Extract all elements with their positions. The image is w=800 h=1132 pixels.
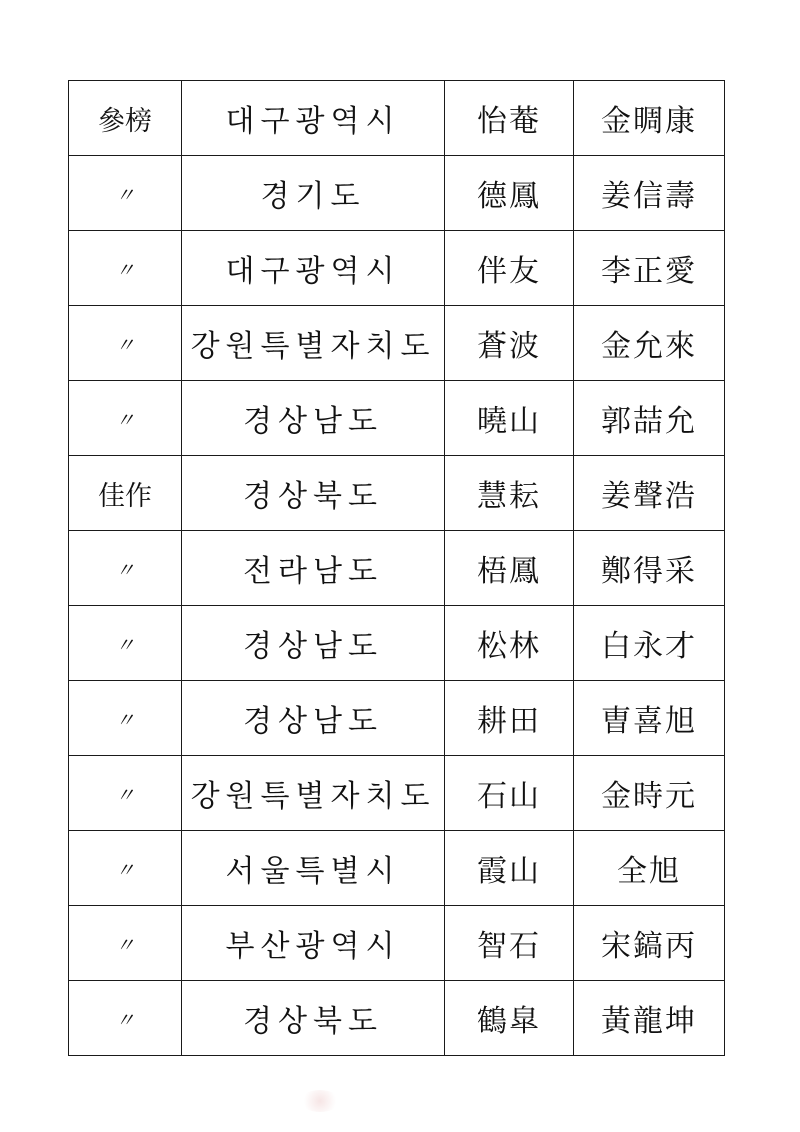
name-cell: 鄭得采 (574, 531, 725, 606)
name-cell: 曺喜旭 (574, 681, 725, 756)
name-cell: 全旭 (574, 831, 725, 906)
table-row (69, 906, 725, 981)
name-cell: 姜信壽 (574, 156, 725, 231)
table-row (69, 456, 725, 531)
pen-name-cell: 梧鳳 (445, 531, 574, 606)
table-row (69, 381, 725, 456)
pen-name-cell: 怡菴 (445, 81, 574, 156)
table-row (69, 306, 725, 381)
name-cell: 金晭康 (574, 81, 725, 156)
region-cell: 경상남도 (182, 681, 445, 756)
award-list-body (69, 81, 725, 1056)
award-cell: 〃 (69, 831, 182, 906)
region-cell: 경상남도 (182, 381, 445, 456)
region-cell: 대구광역시 (182, 231, 445, 306)
name-cell: 宋鎬丙 (574, 906, 725, 981)
award-cell: 參榜 (69, 81, 182, 156)
name-cell: 郭喆允 (574, 381, 725, 456)
table-row (69, 156, 725, 231)
award-cell: 〃 (69, 906, 182, 981)
name-cell: 黃龍坤 (574, 981, 725, 1056)
award-cell: 〃 (69, 606, 182, 681)
region-cell: 강원특별자치도 (182, 306, 445, 381)
award-cell: 〃 (69, 531, 182, 606)
region-cell: 전라남도 (182, 531, 445, 606)
pen-name-cell: 鶴皐 (445, 981, 574, 1056)
region-cell: 경상북도 (182, 981, 445, 1056)
pen-name-cell: 石山 (445, 756, 574, 831)
award-cell: 佳作 (69, 456, 182, 531)
award-cell: 〃 (69, 231, 182, 306)
award-cell: 〃 (69, 306, 182, 381)
paper-stain (300, 1090, 340, 1112)
pen-name-cell: 德鳳 (445, 156, 574, 231)
award-cell: 〃 (69, 156, 182, 231)
region-cell: 강원특별자치도 (182, 756, 445, 831)
table-row (69, 981, 725, 1056)
award-cell: 〃 (69, 681, 182, 756)
pen-name-cell: 伴友 (445, 231, 574, 306)
region-cell: 경상북도 (182, 456, 445, 531)
pen-name-cell: 慧耘 (445, 456, 574, 531)
name-cell: 李正愛 (574, 231, 725, 306)
pen-name-cell: 蒼波 (445, 306, 574, 381)
name-cell: 白永才 (574, 606, 725, 681)
name-cell: 姜聲浩 (574, 456, 725, 531)
table-row (69, 531, 725, 606)
award-cell: 〃 (69, 381, 182, 456)
award-list-table (68, 80, 725, 1056)
table-row (69, 831, 725, 906)
pen-name-cell: 耕田 (445, 681, 574, 756)
table-row (69, 681, 725, 756)
table-row (69, 231, 725, 306)
region-cell: 서울특별시 (182, 831, 445, 906)
table-row (69, 606, 725, 681)
region-cell: 부산광역시 (182, 906, 445, 981)
pen-name-cell: 曉山 (445, 381, 574, 456)
pen-name-cell: 霞山 (445, 831, 574, 906)
name-cell: 金允來 (574, 306, 725, 381)
pen-name-cell: 松林 (445, 606, 574, 681)
region-cell: 대구광역시 (182, 81, 445, 156)
award-cell: 〃 (69, 756, 182, 831)
region-cell: 경상남도 (182, 606, 445, 681)
region-cell: 경기도 (182, 156, 445, 231)
table-row (69, 81, 725, 156)
award-cell: 〃 (69, 981, 182, 1056)
pen-name-cell: 智石 (445, 906, 574, 981)
name-cell: 金時元 (574, 756, 725, 831)
table-row (69, 756, 725, 831)
